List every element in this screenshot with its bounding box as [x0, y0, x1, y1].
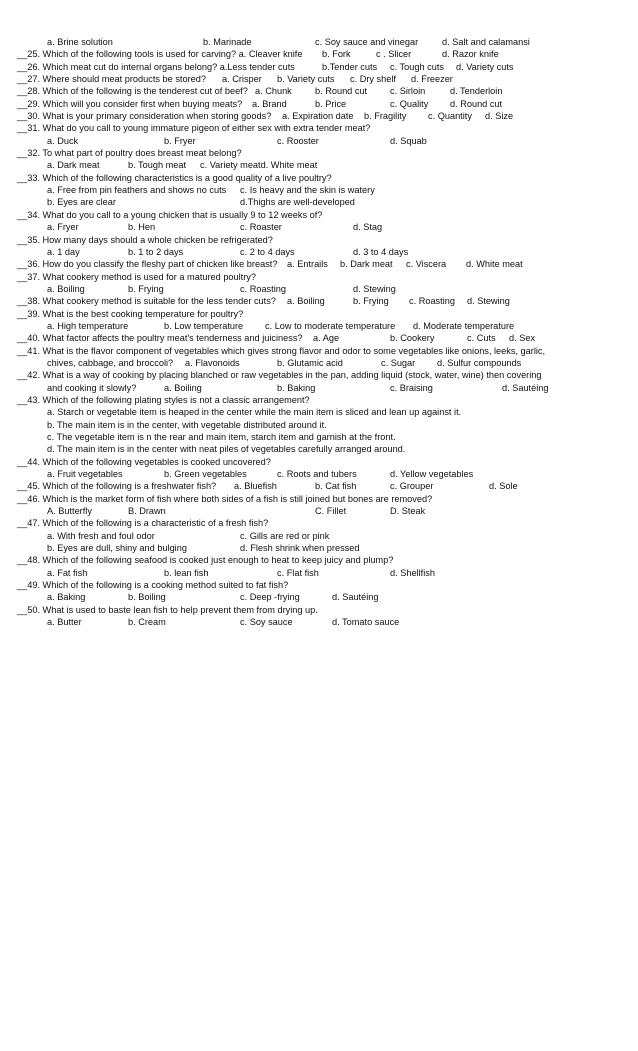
choice-text: a. Boiling [47, 283, 85, 294]
choice-text: a. Flavonoids [185, 357, 240, 368]
choice-text: b.Tender cuts [322, 61, 378, 72]
choice-text: a. Entrails [287, 259, 328, 270]
choice-text: a. Brine solution [47, 37, 113, 47]
quiz-line [0, 369, 638, 381]
choice-text: a. Expiration date [282, 111, 354, 122]
choice-text: d. Yellow vegetables [390, 469, 474, 480]
question-text: __40. What factor affects the poultry meat's tenderness and juiciness? [17, 333, 303, 344]
choice-text: a. Boiling [287, 296, 325, 307]
choice-text: b. Fragility [364, 111, 407, 122]
choice-text: d. Stewing [467, 296, 510, 307]
choice-text: c. 2 to 4 days [240, 246, 295, 257]
choice-text: c. Roasting [240, 283, 286, 294]
choice-text: b. Green vegetables [164, 469, 247, 480]
quiz-line [0, 36, 638, 48]
choice-text: a. Boiling [164, 382, 202, 393]
quiz-line [0, 443, 638, 455]
quiz-line [0, 530, 638, 542]
choice-text: b. Glutamic acid [277, 357, 343, 368]
quiz-line [0, 209, 638, 221]
choice-text: c. Cuts [467, 333, 496, 344]
choice-text: D. Steak [390, 506, 426, 517]
choice-text: and cooking it slowly? [47, 382, 137, 393]
quiz-line [0, 271, 638, 283]
quiz-line [0, 122, 638, 134]
question-text: __47. Which of the following is a characteristic of a fresh fish? [17, 518, 269, 529]
quiz-line [0, 357, 638, 369]
choice-text: c. Sugar [381, 357, 416, 368]
choice-text: b. Cookery [390, 333, 435, 344]
choice-text: chives, cabbage, and broccoli? [47, 357, 174, 368]
quiz-line [0, 542, 638, 554]
choice-text: b. Eyes are dull, shiny and bulging [47, 543, 187, 554]
choice-text: c. Soy sauce and vinegar [315, 37, 419, 47]
choice-text: b. Frying [353, 296, 389, 307]
choice-text: b. 1 to 2 days [128, 246, 184, 257]
quiz-line [0, 604, 638, 616]
choice-text: d. Tenderloin [450, 86, 503, 97]
quiz-line [0, 419, 638, 431]
choice-text: a. Dark meat [47, 160, 100, 171]
choice-text: a. Crisper [222, 74, 262, 85]
choice-text: b. Round cut [315, 86, 368, 97]
question-text: __29. Which will you consider first when buying meats? [17, 98, 243, 109]
choice-text: c. Quantity [428, 111, 472, 122]
choice-text: c. Braising [390, 382, 433, 393]
question-text: __41. What is the flavor component of vegetables which gives strong flavor and odor to some vegetables like onions, leeks, garlic, [17, 345, 546, 356]
choice-text: a. 1 day [47, 246, 80, 257]
question-text: __37. What cookery method is used for a matured poultry? [17, 271, 257, 282]
question-text: __45. Which of the following is a freshwater fish? [17, 481, 217, 492]
quiz-line [0, 517, 638, 529]
choice-text: d. 3 to 4 days [353, 246, 409, 257]
choice-text: b. Hen [128, 222, 156, 233]
quiz-line [0, 48, 638, 60]
choice-text: c . Slicer [376, 49, 412, 60]
choice-text: A. Butterfly [47, 506, 92, 517]
choice-text: d. Sautéing [332, 592, 379, 603]
question-text: __46. Which is the market form of fish where both sides of a fish is still joined but bones are removed? [17, 493, 433, 504]
choice-text: d. Freezer [411, 74, 453, 85]
question-text: __35. How many days should a whole chicken be refrigerated? [17, 234, 273, 245]
quiz-line [0, 135, 638, 147]
question-text: __38. What cookery method is suitable for the less tender cuts? [17, 296, 276, 307]
choice-text: b. Baking [277, 382, 316, 393]
choice-text: a. High temperature [47, 320, 129, 331]
choice-text: b. lean fish [164, 567, 209, 578]
choice-text: d. Stag [353, 222, 383, 233]
question-text: __44. Which of the following vegetables is cooked uncovered? [17, 456, 271, 467]
quiz-line [0, 283, 638, 295]
choice-text: b. Cream [128, 617, 166, 628]
question-text: __48. Which of the following seafood is cooked just enough to heat to keep juicy and plump? [17, 555, 394, 566]
choice-text: b. Price [315, 98, 347, 109]
choice-text: a. Fruit vegetables [47, 469, 123, 480]
quiz-line [0, 480, 638, 492]
choice-text: b. Low temperature [164, 320, 244, 331]
choice-text: d. Salt and calamansi [442, 37, 530, 47]
quiz-line [0, 431, 638, 443]
quiz-line [0, 505, 638, 517]
choice-text: d.Thighs are well-developed [240, 197, 355, 208]
choice-text: d. Size [485, 111, 514, 122]
quiz-line [0, 320, 638, 332]
quiz-line [0, 258, 638, 270]
choice-text: c. Gills are red or pink [240, 530, 330, 541]
quiz-line [0, 221, 638, 233]
choice-text: b. Marinade [203, 37, 252, 47]
question-text: __34. What do you call to a young chicken that is usually 9 to 12 weeks of? [17, 209, 323, 220]
choice-text: c. Flat fish [277, 567, 319, 578]
question-text: __50. What is used to baste lean fish to help prevent them from drying up. [17, 604, 318, 615]
choice-text: a. Duck [47, 135, 79, 146]
choice-text: d. Moderate temperature [413, 320, 515, 331]
choice-text: c. Low to moderate temperature [265, 320, 396, 331]
quiz-line [0, 382, 638, 394]
quiz-line [0, 406, 638, 418]
choice-text: a. Brand [252, 98, 287, 109]
choice-text: b. Dark meat [340, 259, 393, 270]
choice-text: b. Fork [322, 49, 351, 60]
choice-text: b. Variety cuts [277, 74, 335, 85]
choice-text: d. Flesh shrink when pressed [240, 543, 360, 554]
choice-text: c. Viscera [406, 259, 447, 270]
choice-text: c. Roots and tubers [277, 469, 357, 480]
question-text: __25. Which of the following tools is used for carving? a. Cleaver knife [17, 49, 303, 60]
choice-text: d. The main item is in the center with neat piles of vegetables carefully arranged around. [47, 444, 406, 455]
quiz-line [0, 246, 638, 258]
question-text: __43. Which of the following plating styles is not a classic arrangement? [17, 394, 310, 405]
choice-text: c. Rooster [277, 135, 319, 146]
quiz-line [0, 85, 638, 97]
quiz-line [0, 468, 638, 480]
question-text: __33. Which of the following characteristics is a good quality of a live poultry? [17, 172, 332, 183]
quiz-line [0, 308, 638, 320]
quiz-line [0, 456, 638, 468]
choice-text: d. Razor knife [442, 49, 499, 60]
choice-text: c. Grouper [390, 481, 434, 492]
quiz-line [0, 147, 638, 159]
choice-text: c. Roasting [409, 296, 455, 307]
quiz-line [0, 110, 638, 122]
question-text: __49. Which of the following is a cooking method suited to fat fish? [17, 580, 289, 591]
choice-text: a. Starch or vegetable item is heaped in the center while the main item is sliced and lean up against it. [47, 407, 462, 418]
quiz-line [0, 73, 638, 85]
quiz-line [0, 234, 638, 246]
quiz-line [0, 579, 638, 591]
quiz-line [0, 332, 638, 344]
choice-text: c. Variety meatd. White meat [200, 160, 318, 171]
quiz-line [0, 591, 638, 603]
question-text: __39. What is the best cooking temperature for poultry? [17, 308, 244, 319]
question-text: __28. Which of the following is the tenderest cut of beef? [17, 86, 248, 97]
choice-text: d. White meat [466, 259, 523, 270]
choice-text: d. Sole [489, 481, 518, 492]
choice-text: b. Frying [128, 283, 164, 294]
quiz-line [0, 98, 638, 110]
choice-text: b. Cat fish [315, 481, 357, 492]
quiz-line [0, 554, 638, 566]
choice-text: b. Fryer [164, 135, 196, 146]
choice-text: d. Tomato sauce [332, 617, 400, 628]
choice-text: d. Shellfish [390, 567, 435, 578]
choice-text: d. Squab [390, 135, 427, 146]
choice-text: d. Round cut [450, 98, 503, 109]
choice-text: d. Variety cuts [456, 61, 514, 72]
quiz-line [0, 295, 638, 307]
choice-text: d. Sautéing [502, 382, 549, 393]
choice-text: a. Bluefish [234, 481, 277, 492]
question-text: __32. To what part of poultry does breast meat belong? [17, 148, 242, 159]
quiz-line [0, 493, 638, 505]
choice-text: d. Sex [509, 333, 536, 344]
choice-text: a. Butter [47, 617, 82, 628]
choice-text: c. Roaster [240, 222, 282, 233]
quiz-line [0, 61, 638, 73]
quiz-line [0, 616, 638, 628]
choice-text: a. Baking [47, 592, 86, 603]
choice-text: c. Deep -frying [240, 592, 300, 603]
quiz-line [0, 394, 638, 406]
question-text: __26. Which meat cut do internal organs belong? a.Less tender cuts [17, 61, 295, 72]
quiz-line [0, 159, 638, 171]
choice-text: a. Age [313, 333, 340, 344]
choice-text: b. Eyes are clear [47, 197, 116, 208]
choice-text: c. Is heavy and the skin is watery [240, 185, 375, 196]
choice-text: c. Quality [390, 98, 429, 109]
choice-text: c. Dry shelf [350, 74, 396, 85]
question-text: __30. What is your primary consideration when storing goods? [17, 111, 272, 122]
choice-text: a. Free from pin feathers and shows no cuts [47, 185, 227, 196]
choice-text: B. Drawn [128, 506, 166, 517]
quiz-line [0, 345, 638, 357]
quiz-line [0, 567, 638, 579]
choice-text: a. Fat fish [47, 567, 88, 578]
question-text: __36. How do you classify the fleshy part of chicken like breast? [17, 259, 278, 270]
choice-text: a. With fresh and foul odor [47, 530, 155, 541]
choice-text: C. Fillet [315, 506, 347, 517]
choice-text: a. Chunk [255, 86, 292, 97]
choice-text: c. Tough cuts [390, 61, 444, 72]
choice-text: c. The vegetable item is n the rear and main item, starch item and garnish at the front. [47, 432, 396, 442]
quiz-line [0, 184, 638, 196]
question-text: __27. Where should meat products be stored? [17, 74, 206, 85]
choice-text: d. Stewing [353, 283, 396, 294]
choice-text: d. Sulfur compounds [437, 357, 522, 368]
quiz-sheet [0, 36, 638, 629]
question-text: __31. What do you call to young immature pigeon of either sex with extra tender meat? [17, 123, 371, 134]
quiz-line [0, 196, 638, 208]
choice-text: b. Tough meat [128, 160, 187, 171]
choice-text: a. Fryer [47, 222, 79, 233]
choice-text: b. The main item is in the center, with vegetable distributed around it. [47, 419, 327, 430]
choice-text: b. Boiling [128, 592, 166, 603]
question-text: __42. What is a way of cooking by placing blanched or raw vegetables in the pan, adding liquid (stock, water, wine) then covering [17, 370, 542, 381]
choice-text: c. Sirloin [390, 86, 426, 97]
quiz-line [0, 172, 638, 184]
choice-text: c. Soy sauce [240, 617, 293, 628]
